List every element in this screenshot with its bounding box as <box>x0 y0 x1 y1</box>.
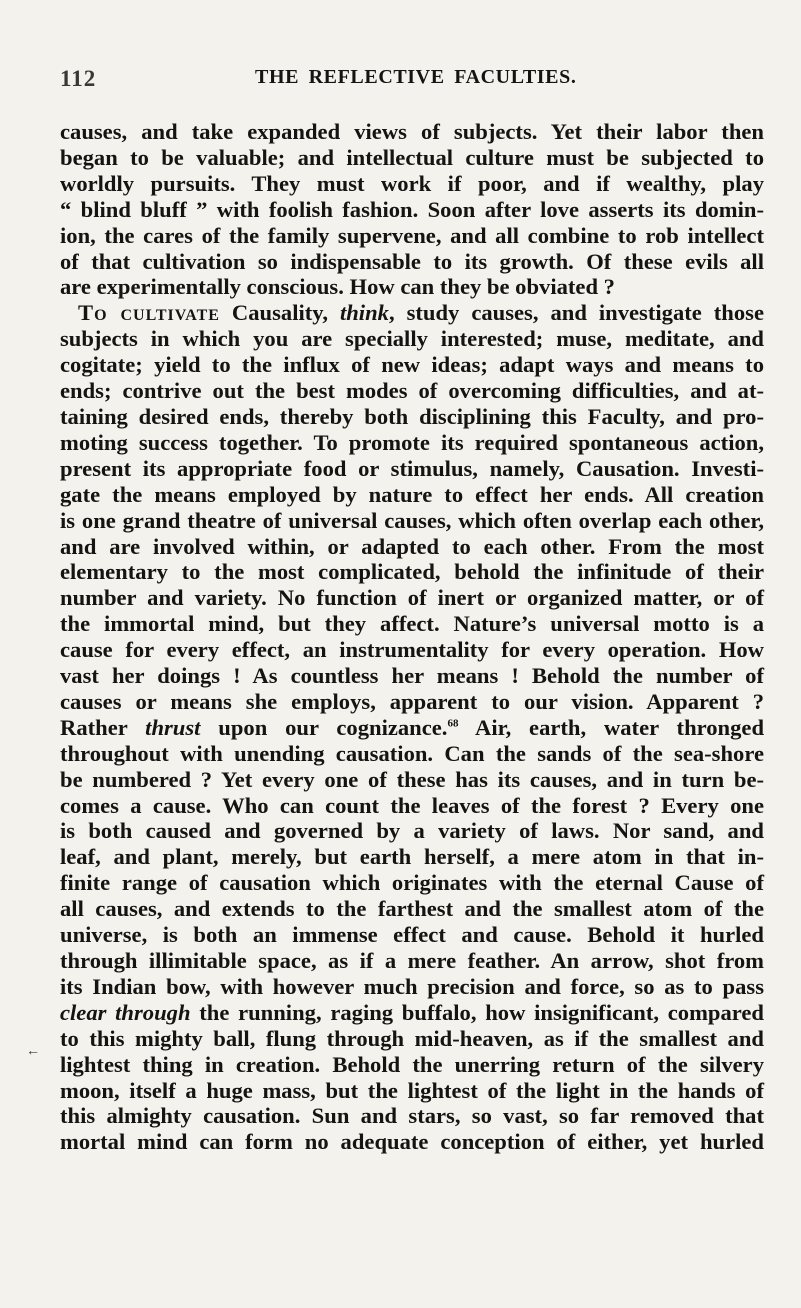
running-head: THE REFLECTIVE FACULTIES. <box>255 66 577 88</box>
text-fragment: Causality, <box>231 300 340 326</box>
text-line: and are involved within, or adapted to each other. From the most <box>60 533 764 559</box>
text-line: of that cultivation so indispensable to its growth. Of these evils all <box>60 248 764 274</box>
text-line: causes, and take expanded views of subjects. Yet their labor then <box>60 119 764 144</box>
text-line: cause for every effect, an instrumentality for every operation. How <box>60 637 764 663</box>
text-line: causes or means she employs, apparent to our vision. Apparent ? <box>60 688 764 714</box>
paragraph-start-line <box>60 300 764 326</box>
text-line: be numbered ? Yet every one of these has its causes, and in turn be- <box>60 766 764 792</box>
text-fragment: Rather <box>60 714 146 740</box>
text-fragment: , study causes, and investigate those <box>388 300 764 326</box>
text-line: present its appropriate food or stimulus, namely, Causation. Investi- <box>60 455 764 481</box>
text-line: are experimentally conscious. How can they be obviated ? <box>60 274 615 300</box>
text-line: throughout with unending causation. Can the sands of the sea-shore <box>60 740 764 766</box>
text-line-emphasis <box>60 1000 764 1026</box>
text-line: gate the means employed by nature to effect her ends. All creation <box>60 481 764 507</box>
text-line: worldly pursuits. They must work if poor, and if wealthy, play <box>60 170 764 196</box>
text-line: leaf, and plant, merely, but earth herself, a mere atom in that in- <box>60 844 764 870</box>
text-line: is both caused and governed by a variety of laws. Nor sand, and <box>60 818 764 844</box>
margin-arrow-icon: ← <box>26 1044 40 1059</box>
text-line: moting success together. To promote its required spontaneous action, <box>60 429 764 455</box>
text-line-with-footnote <box>60 715 764 741</box>
text-line: this almighty causation. Sun and stars, so vast, so far removed that <box>60 1103 764 1129</box>
text-line: is one grand theatre of universal causes, which often overlap each other, <box>60 507 764 533</box>
text-line: moon, itself a huge mass, but the lightest of the light in the hands of <box>60 1077 764 1103</box>
page-number: 112 <box>60 66 97 91</box>
text-line: ends; contrive out the best modes of overcoming difficulties, and at- <box>60 378 764 404</box>
emphasis-think: think <box>339 300 389 326</box>
text-line: began to be valuable; and intellectual culture must be subjected to <box>60 144 764 170</box>
text-line: comes a cause. Who can count the leaves of the forest ? Every one <box>60 792 764 818</box>
text-line: taining desired ends, thereby both disciplining this Faculty, and pro- <box>60 403 764 429</box>
text-line: to this mighty ball, flung through mid-heaven, as if the smallest and <box>60 1025 764 1051</box>
text-line: number and variety. No function of inert or organized matter, or of <box>60 585 764 611</box>
text-line: cogitate; yield to the influx of new ideas; adapt ways and means to <box>60 352 764 378</box>
body-text <box>60 119 764 1155</box>
text-line: subjects in which you are specially interested; muse, meditate, and <box>60 326 764 352</box>
text-line: elementary to the most complicated, behold the infinitude of their <box>60 559 764 585</box>
text-line: “ blind bluff ” with foolish fashion. Soon after love asserts its domin- <box>60 196 764 222</box>
text-fragment: Air, earth, water thronged <box>458 714 765 740</box>
page-header <box>60 66 760 100</box>
text-line: lightest thing in creation. Behold the unerring return of the silvery <box>60 1051 764 1077</box>
text-line: all causes, and extends to the farthest and the smallest atom of the <box>60 896 764 922</box>
emphasis-cultivate: To cultivate <box>78 300 220 326</box>
footnote-reference: 68 <box>447 717 459 730</box>
text-line: finite range of causation which originates with the eternal Cause of <box>60 870 764 896</box>
text-line: vast her doings ! As countless her means ! Behold the number of <box>60 663 764 689</box>
emphasis-clear-through: clear through <box>60 999 191 1025</box>
text-line: mortal mind can form no adequate conception of either, yet hurled <box>60 1129 764 1155</box>
text-line: universe, is both an immense effect and cause. Behold it hurled <box>60 922 764 948</box>
text-line: the immortal mind, but they affect. Nature’s universal motto is a <box>60 611 764 637</box>
text-line: through illimitable space, as if a mere feather. An arrow, shot from <box>60 948 764 973</box>
text-fragment: the running, raging buffalo, how insignificant, compared <box>190 999 764 1025</box>
text-line: ion, the cares of the family supervene, and all combine to rob intellect <box>60 222 764 248</box>
text-fragment: upon our cognizance. <box>200 714 448 740</box>
emphasis-thrust: thrust <box>145 714 201 740</box>
text-line: its Indian bow, with however much precision and force, so as to pass <box>60 973 764 999</box>
